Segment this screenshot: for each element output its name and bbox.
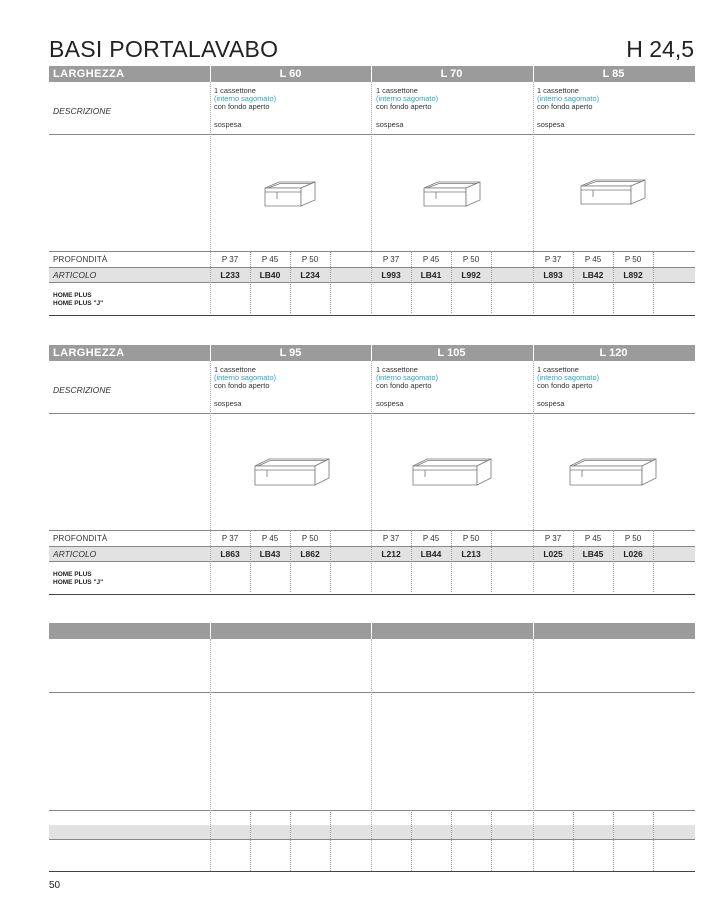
article-code: LB42 [582, 270, 604, 280]
article-code: LB40 [259, 270, 281, 280]
page-number: 50 [49, 880, 61, 891]
article-code: L233 [220, 270, 240, 280]
width-l95: L 95 [279, 347, 302, 359]
descrizione-label: DESCRIZIONE [53, 106, 112, 116]
drawer-base-drawing [423, 181, 481, 207]
width-l70: L 70 [440, 68, 463, 80]
article-code: LB43 [259, 549, 281, 559]
description-cell: 1 cassettone (interno sagomato) con fondo aperto sospesa [537, 86, 600, 129]
height-label: H 24,5 [626, 36, 694, 62]
home-plus-label: HOME PLUS [53, 292, 92, 299]
drawer-base-drawing [569, 458, 657, 486]
description-cell: 1 cassettone (interno sagomato) con fondo aperto sospesa [376, 86, 439, 129]
home-plus-j-label: HOME PLUS "J" [53, 300, 104, 307]
larghezza-label: LARGHEZZA [53, 68, 125, 80]
description-cell: 1 cassettone (interno sagomato) con fondo aperto sospesa [214, 365, 277, 408]
article-code: L892 [623, 270, 643, 280]
article-code: L863 [220, 549, 240, 559]
description-cell: 1 cassettone (interno sagomato) con fondo aperto sospesa [376, 365, 439, 408]
depth-row: PROFONDITÀ P 37 P 45 P 50 P 37 P 45 P 50 P 37 P 45 P 50 [49, 531, 695, 547]
home-plus-j-label: HOME PLUS "J" [53, 579, 104, 586]
home-plus-row [49, 561, 695, 595]
home-plus-row [49, 282, 695, 316]
drawer-base-drawing [264, 181, 316, 207]
width-l120: L 120 [599, 347, 628, 359]
width-l60: L 60 [279, 68, 302, 80]
description-cell: 1 cassettone (interno sagomato) con fondo aperto sospesa [537, 365, 600, 408]
product-table-1 [49, 66, 695, 316]
profondita-label: PROFONDITÀ [53, 534, 108, 543]
product-table-2 [49, 345, 695, 595]
divider [49, 810, 695, 811]
article-code: L993 [381, 270, 401, 280]
article-code: L212 [381, 549, 401, 559]
article-code: L213 [461, 549, 481, 559]
article-code: L234 [300, 270, 320, 280]
width-l105: L 105 [437, 347, 466, 359]
article-code: LB41 [420, 270, 442, 280]
page-title: BASI PORTALAVABO [49, 36, 279, 62]
home-plus-label: HOME PLUS [53, 571, 92, 578]
divider [49, 871, 695, 872]
table-header [49, 66, 695, 82]
description-row [49, 82, 695, 135]
divider [49, 839, 695, 840]
article-code: L026 [623, 549, 643, 559]
width-l85: L 85 [602, 68, 625, 80]
description-row [49, 361, 695, 414]
descrizione-label: DESCRIZIONE [53, 385, 112, 395]
larghezza-label: LARGHEZZA [53, 347, 125, 359]
article-code: LB44 [420, 549, 442, 559]
image-row [49, 135, 695, 252]
profondita-label: PROFONDITÀ [53, 255, 108, 264]
article-code: L862 [300, 549, 320, 559]
article-row [49, 268, 695, 282]
article-code: L025 [543, 549, 563, 559]
empty-table-header [49, 623, 695, 639]
empty-article-row [49, 825, 695, 839]
articolo-label: ARTICOLO [53, 549, 97, 559]
table-header [49, 345, 695, 361]
drawer-base-drawing [580, 179, 646, 205]
article-code: LB45 [582, 549, 604, 559]
drawer-base-drawing [412, 458, 492, 486]
article-code: L992 [461, 270, 481, 280]
drawer-base-drawing [254, 458, 330, 486]
image-row [49, 414, 695, 531]
divider [49, 692, 695, 693]
depth-row: PROFONDITÀ P 37 P 45 P 50 P 37 P 45 P 50 P 37 P 45 P 50 [49, 252, 695, 268]
article-code: L893 [543, 270, 563, 280]
description-cell: 1 cassettone (interno sagomato) con fondo aperto sospesa [214, 86, 277, 129]
articolo-label: ARTICOLO [53, 270, 97, 280]
article-row [49, 547, 695, 561]
